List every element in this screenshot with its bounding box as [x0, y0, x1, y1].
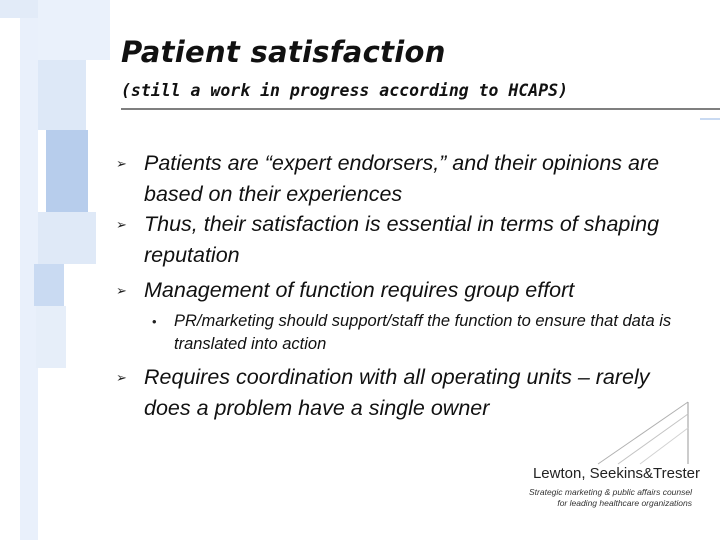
bullet-text: Patients are “expert endorsers,” and their opinions are based on their experiences — [144, 151, 660, 206]
decor-block-mid-light — [38, 212, 96, 264]
decor-block-lower — [34, 264, 64, 306]
decor-block-upper — [38, 60, 86, 130]
slide-subtitle: (still a work in progress according to HCAPS) — [121, 81, 569, 100]
decor-block-mid-strong — [46, 130, 88, 212]
company-logo-name: Lewton, Seekins&Trester — [532, 465, 700, 482]
tagline-line: for leading healthcare organizations — [557, 498, 692, 508]
arrow-bullet-icon: ➢ — [116, 370, 127, 385]
bullet-item — [116, 209, 676, 271]
arrow-bullet-icon: ➢ — [116, 283, 127, 298]
decor-block-top-left — [0, 0, 38, 18]
bullet-text: Requires coordination with all operating units – rarely does a problem have a single owner — [144, 365, 650, 420]
bullet-item — [116, 148, 676, 210]
arrow-bullet-icon: ➢ — [116, 156, 127, 171]
slide-title: Patient satisfaction — [121, 35, 446, 69]
bullet-text: Thus, their satisfaction is essential in terms of shaping reputation — [144, 212, 660, 267]
decor-block-top — [38, 0, 110, 60]
tagline-line: Strategic marketing & public affairs counsel — [529, 487, 692, 497]
sub-bullet-text: PR/marketing should support/staff the function to ensure that data is translated into action — [174, 312, 672, 353]
dot-bullet-icon: • — [152, 314, 157, 329]
sub-bullet-item — [152, 310, 692, 356]
bullet-text: Management of function requires group effort — [144, 278, 575, 302]
logo-diagonal-lines-icon — [588, 398, 700, 468]
decor-block-bottom — [36, 306, 66, 368]
arrow-bullet-icon: ➢ — [116, 217, 127, 232]
bullet-item — [116, 275, 676, 306]
decor-rule-right-edge — [700, 118, 720, 120]
title-divider — [121, 108, 720, 110]
company-logo-tagline — [500, 487, 692, 509]
